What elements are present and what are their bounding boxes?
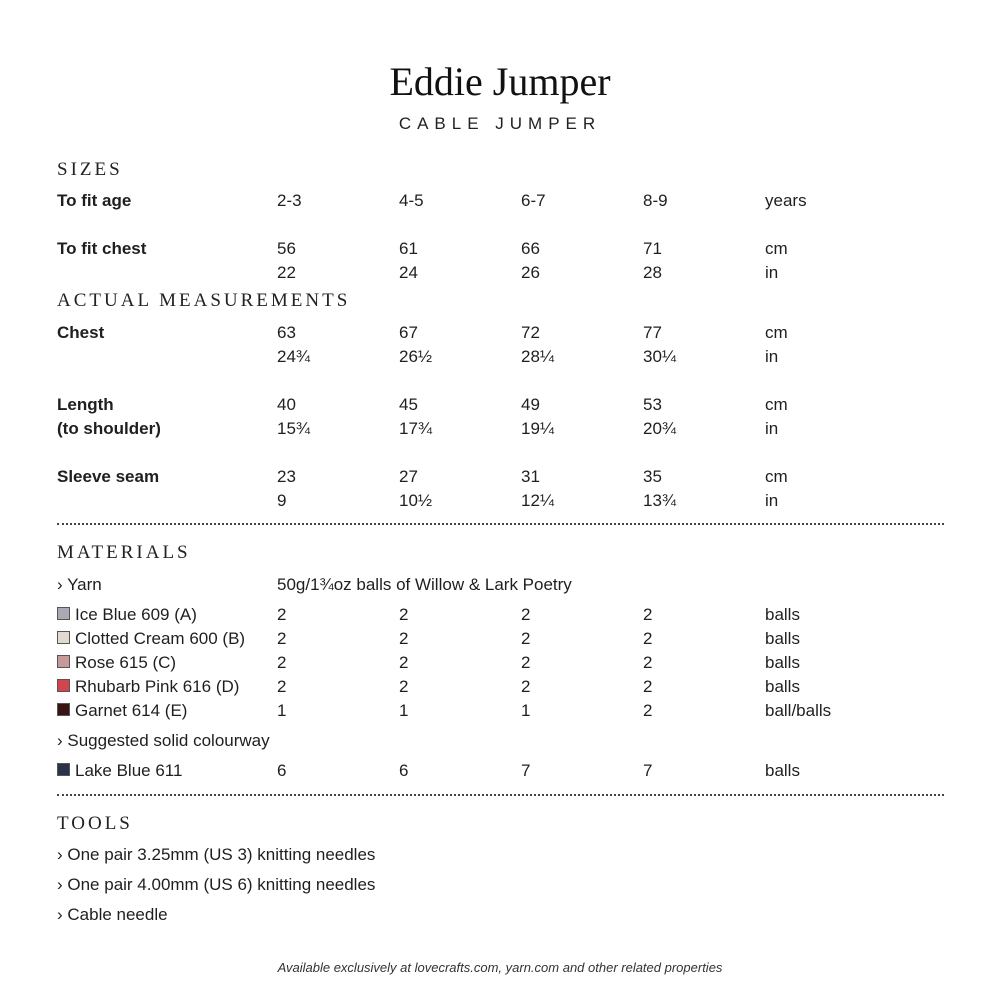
yarn-qty: 2: [643, 653, 653, 672]
size-value: 4-5: [399, 191, 424, 210]
measure-value: 17¾: [399, 419, 433, 438]
yarn-qty: 7: [643, 761, 653, 780]
yarn-name-text: Clotted Cream 600 (B): [75, 629, 246, 648]
yarn-name-text: Lake Blue 611: [75, 761, 183, 780]
yarn-label: › Yarn: [57, 575, 102, 594]
yarn-name: [57, 759, 182, 783]
tool-item: › Cable needle: [57, 905, 168, 924]
color-swatch-icon: [57, 763, 70, 776]
unit-label: balls: [765, 653, 800, 672]
unit-label: cm: [765, 467, 788, 486]
size-value: 66: [521, 239, 540, 258]
dotted-divider: [57, 794, 944, 796]
measure-value: 27: [399, 467, 418, 486]
measure-value: 77: [643, 323, 662, 342]
measure-value: 67: [399, 323, 418, 342]
yarn-qty: 2: [399, 605, 409, 624]
yarn-qty: 2: [277, 653, 287, 672]
measurements-heading: ACTUAL MEASUREMENTS: [57, 290, 351, 311]
measure-value: 12¼: [521, 491, 555, 510]
row-label: Chest: [57, 323, 105, 342]
measure-value: 31: [521, 467, 540, 486]
yarn-qty: 6: [399, 761, 409, 780]
footer-note: Available exclusively at lovecrafts.com, yarn.com and other related properties: [277, 960, 723, 975]
unit-label: cm: [765, 239, 788, 258]
yarn-qty: 7: [521, 761, 531, 780]
yarn-name: [57, 675, 239, 699]
yarn-qty: 2: [643, 629, 653, 648]
unit-label: balls: [765, 677, 800, 696]
yarn-name: [57, 699, 187, 723]
sizes-heading: SIZES: [57, 159, 123, 180]
yarn-name-text: Rose 615 (C): [75, 653, 177, 672]
color-swatch-icon: [57, 631, 70, 644]
measure-value: 15¾: [277, 419, 311, 438]
measure-value: 40: [277, 395, 296, 414]
dotted-divider: [57, 523, 944, 525]
yarn-description: 50g/1¾oz balls of Willow & Lark Poetry: [277, 575, 572, 594]
solid-colourway-label: › Suggested solid colourway: [57, 731, 270, 750]
yarn-qty: 2: [643, 677, 653, 696]
yarn-qty: 2: [643, 605, 653, 624]
measure-value: 20¾: [643, 419, 677, 438]
unit-label: cm: [765, 395, 788, 414]
color-swatch-icon: [57, 679, 70, 692]
size-value: 8-9: [643, 191, 668, 210]
yarn-qty: 2: [399, 629, 409, 648]
size-value: 28: [643, 263, 662, 282]
size-value: 6-7: [521, 191, 546, 210]
color-swatch-icon: [57, 655, 70, 668]
size-value: 26: [521, 263, 540, 282]
measure-value: 28¼: [521, 347, 555, 366]
measure-value: 24¾: [277, 347, 311, 366]
size-value: 24: [399, 263, 418, 282]
unit-label: in: [765, 263, 779, 282]
size-value: 2-3: [277, 191, 302, 210]
measure-value: 53: [643, 395, 662, 414]
yarn-qty: 6: [277, 761, 287, 780]
unit-label: balls: [765, 605, 800, 624]
measure-value: 30¼: [643, 347, 677, 366]
color-swatch-icon: [57, 703, 70, 716]
measure-value: 10½: [399, 491, 433, 510]
yarn-qty: 2: [521, 629, 531, 648]
unit-label: balls: [765, 629, 800, 648]
measure-value: 72: [521, 323, 540, 342]
yarn-qty: 2: [399, 653, 409, 672]
yarn-qty: 2: [277, 677, 287, 696]
yarn-qty: 2: [277, 605, 287, 624]
unit-label: years: [765, 191, 807, 210]
size-value: 61: [399, 239, 418, 258]
yarn-qty: 2: [521, 653, 531, 672]
measure-value: 26½: [399, 347, 433, 366]
row-label: Sleeve seam: [57, 467, 160, 486]
tools-heading: TOOLS: [57, 813, 133, 834]
unit-label: ball/balls: [765, 701, 832, 720]
measure-value: 19¼: [521, 419, 555, 438]
color-swatch-icon: [57, 607, 70, 620]
tool-item: › One pair 4.00mm (US 6) knitting needles: [57, 875, 376, 894]
unit-label: balls: [765, 761, 800, 780]
yarn-qty: 2: [643, 701, 653, 720]
yarn-qty: 2: [521, 605, 531, 624]
yarn-qty: 2: [399, 677, 409, 696]
yarn-qty: 1: [277, 701, 287, 720]
yarn-name-text: Garnet 614 (E): [75, 701, 188, 720]
yarn-name: [57, 627, 245, 651]
row-label: Length: [57, 395, 114, 414]
measure-value: 13¾: [643, 491, 677, 510]
unit-label: in: [765, 347, 779, 366]
yarn-name-text: Rhubarb Pink 616 (D): [75, 677, 240, 696]
measure-value: 45: [399, 395, 418, 414]
yarn-name: [57, 651, 176, 675]
tool-item: › One pair 3.25mm (US 3) knitting needles: [57, 845, 376, 864]
measure-value: 23: [277, 467, 296, 486]
measure-value: 63: [277, 323, 296, 342]
measure-value: 35: [643, 467, 662, 486]
yarn-name: [57, 603, 197, 627]
unit-label: cm: [765, 323, 788, 342]
measure-value: 49: [521, 395, 540, 414]
yarn-qty: 2: [521, 677, 531, 696]
measure-value: 9: [277, 491, 287, 510]
page-subtitle: CABLE JUMPER: [398, 114, 602, 133]
unit-label: in: [765, 419, 779, 438]
row-label: To fit chest: [57, 239, 147, 258]
unit-label: in: [765, 491, 779, 510]
row-label: (to shoulder): [57, 419, 161, 438]
size-value: 22: [277, 263, 296, 282]
size-value: 71: [643, 239, 662, 258]
yarn-qty: 1: [521, 701, 531, 720]
size-value: 56: [277, 239, 296, 258]
materials-heading: MATERIALS: [57, 542, 191, 563]
yarn-qty: 1: [399, 701, 409, 720]
row-label: To fit age: [57, 191, 132, 210]
yarn-name-text: Ice Blue 609 (A): [75, 605, 197, 624]
yarn-qty: 2: [277, 629, 287, 648]
page-title: Eddie Jumper: [389, 59, 611, 104]
